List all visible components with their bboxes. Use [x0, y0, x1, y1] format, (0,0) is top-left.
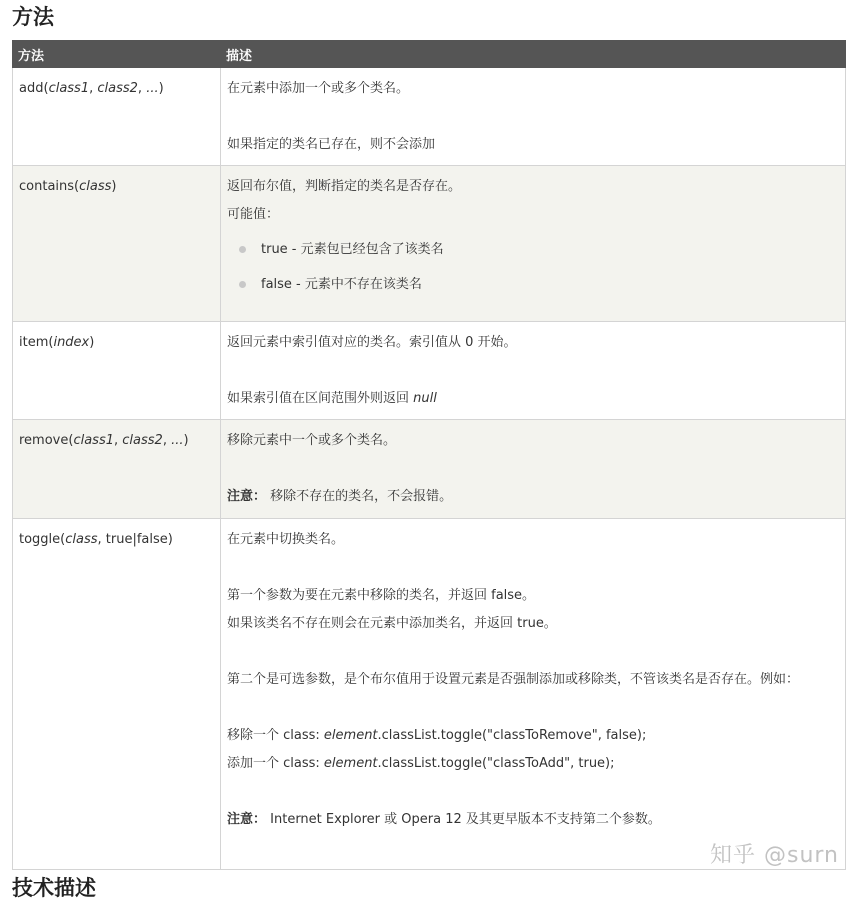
list-item: false - 元素中不存在该类名 — [239, 267, 839, 302]
method-cell — [13, 519, 221, 870]
description-text: 在元素中切换类名。 — [227, 532, 345, 547]
bullet-icon — [239, 281, 246, 288]
table-header-row — [13, 41, 846, 68]
table-row — [13, 519, 846, 870]
code-example: 添加一个 class: element.classList.toggle("classToAdd", true); — [227, 756, 615, 771]
description-text: 如果索引值在区间范围外则返回 null — [227, 391, 437, 406]
description-text: 在元素中添加一个或多个类名。 — [227, 81, 410, 96]
description-cell — [221, 68, 846, 166]
column-header-method: 方法 — [13, 41, 221, 68]
table-row — [13, 166, 846, 322]
next-section-heading: 技术描述 — [12, 876, 96, 900]
description-text: 可能值： — [227, 207, 280, 222]
description-text: 移除元素中一个或多个类名。 — [227, 433, 397, 448]
table-row — [13, 420, 846, 519]
bullet-icon — [239, 246, 246, 253]
description-cell — [221, 519, 846, 870]
description-cell — [221, 420, 846, 519]
method-cell — [13, 166, 221, 322]
method-cell — [13, 68, 221, 166]
page-title: 方法 — [12, 5, 54, 29]
description-text: 返回元素中索引值对应的类名。索引值从 0 开始。 — [227, 335, 517, 350]
watermark: 知乎 @surn — [709, 843, 839, 868]
description-text: 如果指定的类名已存在，则不会添加 — [227, 137, 436, 152]
method-signature: contains(class) — [19, 179, 117, 194]
description-cell — [221, 166, 846, 322]
code-example: 移除一个 class: element.classList.toggle("classToRemove", false); — [227, 728, 647, 743]
table-row — [13, 322, 846, 420]
possible-values-list — [227, 232, 839, 302]
description-text: 如果该类名不存在则会在元素中添加类名，并返回 true。 — [227, 616, 557, 631]
description-cell — [221, 322, 846, 420]
method-signature: toggle(class, true|false) — [19, 532, 173, 547]
method-signature: remove(class1, class2, ...) — [19, 433, 189, 448]
list-item: true - 元素包已经包含了该类名 — [239, 232, 839, 267]
methods-table — [12, 40, 846, 870]
method-cell — [13, 420, 221, 519]
description-text: 返回布尔值，判断指定的类名是否存在。 — [227, 179, 462, 194]
note-text: 注意： 移除不存在的类名，不会报错。 — [227, 489, 453, 504]
note-text: 注意： Internet Explorer 或 Opera 12 及其更早版本不支持第二个参数。 — [227, 812, 661, 827]
method-cell — [13, 322, 221, 420]
method-signature: item(index) — [19, 335, 95, 350]
column-header-description: 描述 — [221, 41, 846, 68]
method-signature: add(class1, class2, ...) — [19, 81, 164, 96]
description-text: 第二个是可选参数，是个布尔值用于设置元素是否强制添加或移除类，不管该类名是否存在。例如： — [227, 672, 800, 687]
description-text: 第一个参数为要在元素中移除的类名，并返回 false。 — [227, 588, 536, 603]
table-row — [13, 68, 846, 166]
